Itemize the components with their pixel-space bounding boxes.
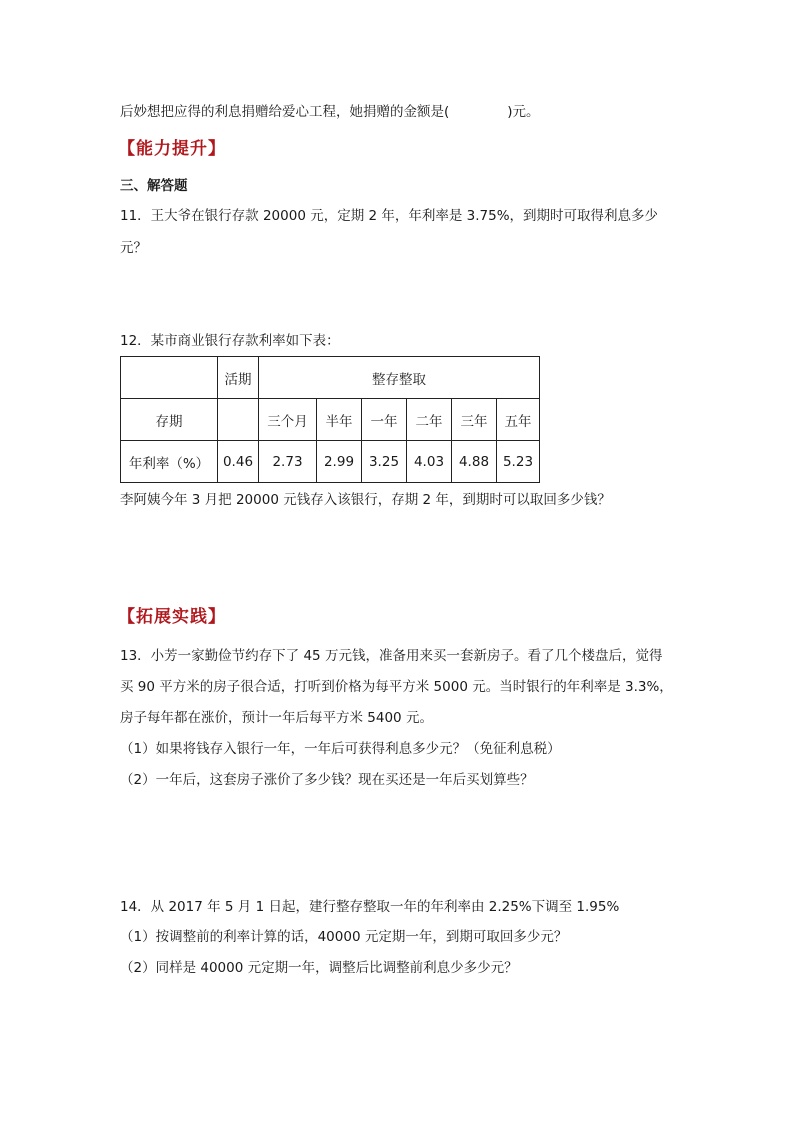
question-10-tail bbox=[120, 102, 540, 122]
table-term: 一年 bbox=[362, 399, 407, 441]
table-row bbox=[121, 399, 540, 441]
question-13-line-3: 房子每年都在涨价，预计一年后每平方米 5400 元。 bbox=[120, 710, 433, 726]
table-rate: 4.88 bbox=[452, 441, 497, 483]
question-12-intro: 12．某市商业银行存款利率如下表： bbox=[120, 333, 340, 349]
table-rate-demand: 0.46 bbox=[218, 441, 259, 483]
table-header-fixed: 整存整取 bbox=[259, 357, 540, 399]
table-rate: 2.99 bbox=[317, 441, 362, 483]
table-term: 半年 bbox=[317, 399, 362, 441]
question-10-text-before: 后妙想把应得的利息捐赠给爱心工程，她捐赠的金额是( bbox=[120, 104, 450, 120]
question-11-line-1: 11．王大爷在银行存款 20000 元，定期 2 年，年利率是 3.75%，到期时可取得利息多少 bbox=[120, 208, 659, 224]
section-heading-ability: 【能力提升】 bbox=[118, 139, 226, 159]
table-rate: 2.73 bbox=[259, 441, 317, 483]
question-11-line-2: 元？ bbox=[120, 240, 147, 256]
question-10-text-after: )元。 bbox=[507, 104, 540, 120]
table-term: 三年 bbox=[452, 399, 497, 441]
section-heading-practice: 【拓展实践】 bbox=[118, 607, 226, 627]
table-row bbox=[121, 357, 540, 399]
question-14-sub-2: （2）同样是 40000 元定期一年，调整后比调整前利息少多少元？ bbox=[120, 960, 518, 976]
subsection-heading-answers: 三、解答题 bbox=[120, 178, 188, 194]
question-13-line-2: 买 90 平方米的房子很合适，打听到价格为每平方米 5000 元。当时银行的年利率是 3.3%， bbox=[120, 679, 673, 695]
table-rate: 4.03 bbox=[407, 441, 452, 483]
table-label-rate: 年利率（%） bbox=[121, 441, 218, 483]
table-label-term: 存期 bbox=[121, 399, 218, 441]
table-term: 五年 bbox=[497, 399, 540, 441]
table-rate: 3.25 bbox=[362, 441, 407, 483]
question-12-question: 李阿姨今年 3 月把 20000 元钱存入该银行，存期 2 年，到期时可以取回多少钱？ bbox=[120, 492, 611, 508]
table-term: 三个月 bbox=[259, 399, 317, 441]
table-row bbox=[121, 441, 540, 483]
table-cell-empty bbox=[121, 357, 218, 399]
question-13-sub-1: （1）如果将钱存入银行一年，一年后可获得利息多少元？（免征利息税） bbox=[120, 741, 561, 757]
question-14-line-1: 14．从 2017 年 5 月 1 日起，建行整存整取一年的年利率由 2.25%下调至 1.95% bbox=[120, 899, 620, 915]
table-term: 二年 bbox=[407, 399, 452, 441]
table-rate: 5.23 bbox=[497, 441, 540, 483]
question-13-line-1: 13．小芳一家勤俭节约存下了 45 万元钱，准备用来买一套新房子。看了几个楼盘后，觉得 bbox=[120, 648, 663, 664]
table-cell-empty bbox=[218, 399, 259, 441]
question-13-sub-2: （2）一年后，这套房子涨价了多少钱？现在买还是一年后买划算些？ bbox=[120, 772, 534, 788]
question-14-sub-1: （1）按调整前的利率计算的话，40000 元定期一年，到期可取回多少元？ bbox=[120, 929, 568, 945]
interest-rate-table bbox=[120, 356, 540, 483]
table-header-demand: 活期 bbox=[218, 357, 259, 399]
